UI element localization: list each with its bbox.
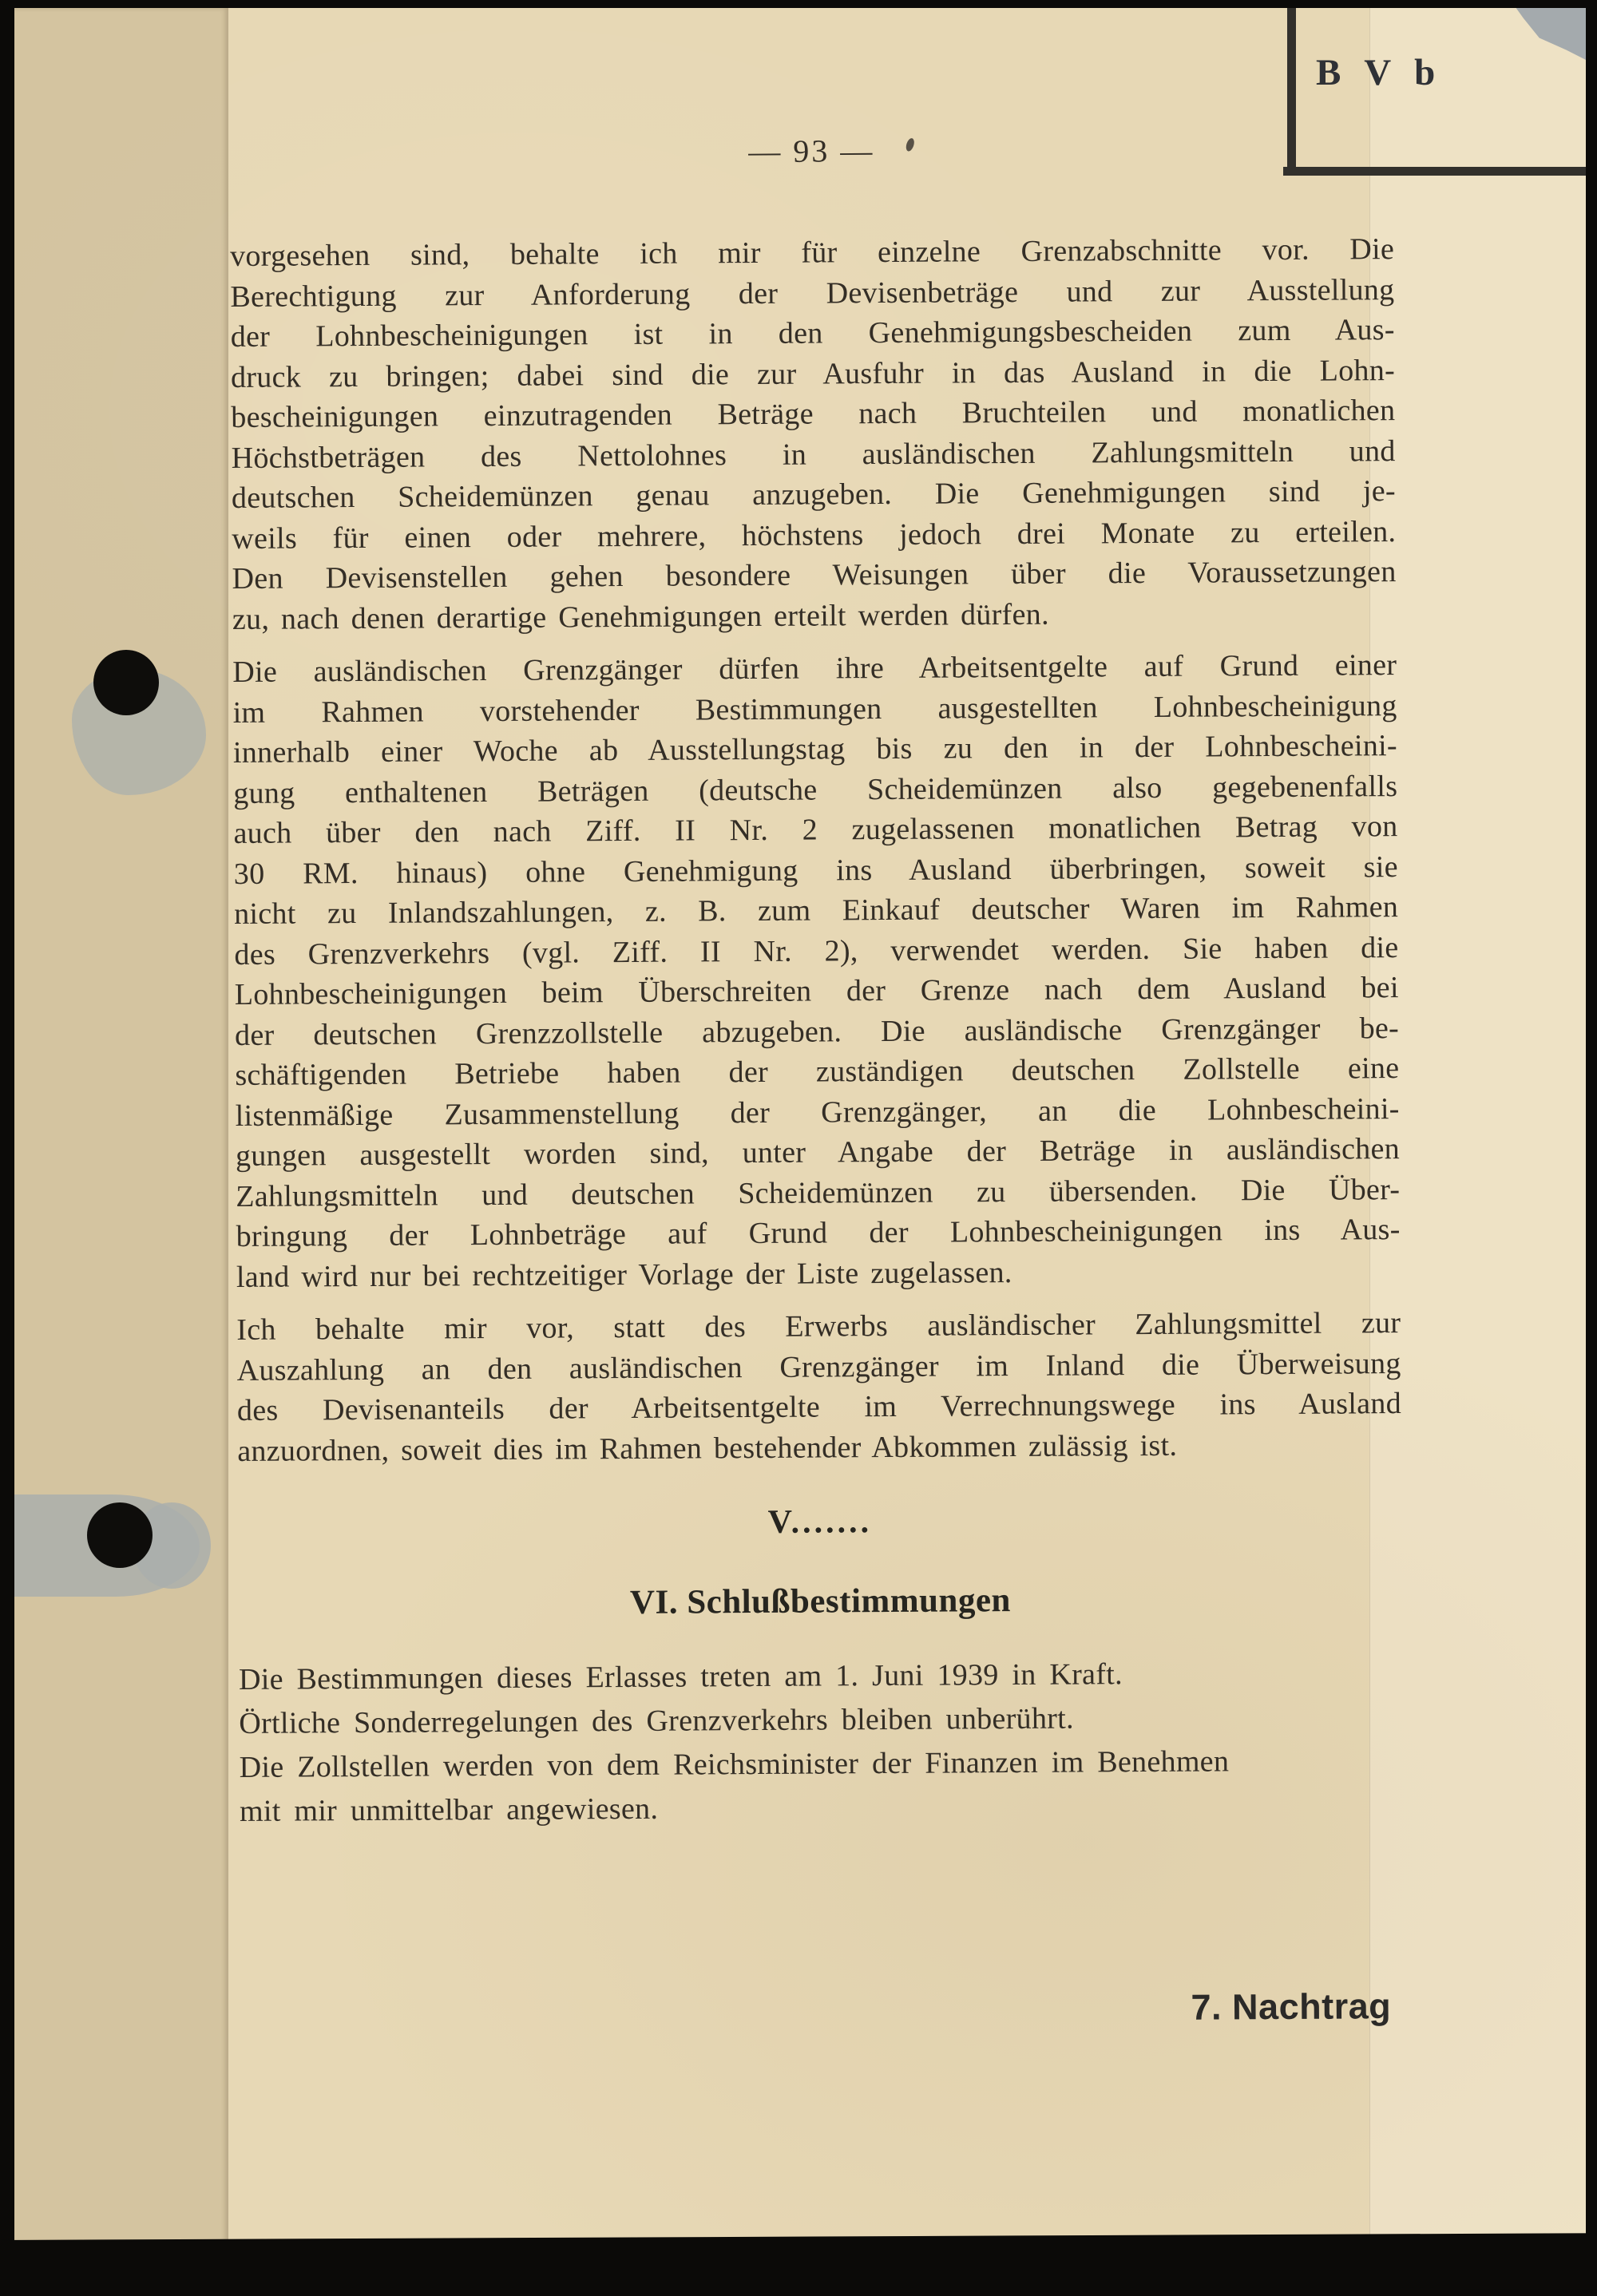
text-line: Höchstbeträgen des Nettolohnes in ausländischen Zahlungsmitteln und xyxy=(231,433,1396,475)
text-line: der deutschen Grenzzollstelle abzugeben. Die ausländische Grenzgänger be- xyxy=(234,1011,1400,1052)
scanned-page xyxy=(14,8,1586,2245)
paragraph-1 xyxy=(230,229,1397,639)
closing-line: Örtliche Sonderregelungen des Grenzverkehrs bleiben unberührt. xyxy=(239,1701,1074,1740)
closing-block xyxy=(239,1651,1404,1834)
paragraph-3 xyxy=(236,1303,1401,1471)
closing-line: Die Bestimmungen dieses Erlasses treten am 1. Juni 1939 in Kraft. xyxy=(238,1657,1123,1696)
paragraph-2 xyxy=(232,645,1401,1297)
text-line: land wird nur bei rechtzeitiger Vorlage der Liste zugelassen. xyxy=(236,1255,1012,1294)
text-line: listenmäßige Zusammenstellung der Grenzgänger, an die Lohnbescheini- xyxy=(235,1091,1400,1133)
text-line: des Devisenanteils der Arbeitsentgelte im Verrechnungswege ins Ausland xyxy=(236,1387,1402,1427)
text-line: vorgesehen sind, behalte ich mir für einzelne Grenzabschnitte vor. Die xyxy=(230,232,1395,273)
body-text xyxy=(230,229,1404,1834)
closing-line: mit mir unmittelbar angewiesen. xyxy=(239,1791,659,1828)
text-line: Auszahlung an den ausländischen Grenzgänger im Inland die Überweisung xyxy=(236,1346,1401,1387)
text-line: Berechtigung zur Anforderung der Devisenbeträge und zur Ausstellung xyxy=(230,272,1395,314)
text-line: gung enthaltenen Beträgen (deutsche Scheidemünzen also gegebenenfalls xyxy=(233,769,1398,810)
text-line: gungen ausgestellt worden sind, unter Angabe der Beträge in ausländischen xyxy=(235,1132,1401,1173)
text-line: der Lohnbescheinigungen ist in den Genehmigungsbescheiden zum Aus- xyxy=(230,313,1395,354)
section-vi-heading: VI. Schlußbestimmungen xyxy=(629,1581,1012,1621)
text-line: weils für einen oder mehrere, höchstens jedoch drei Monate zu erteilen. xyxy=(232,514,1397,556)
section-v-heading: V....... xyxy=(767,1503,873,1541)
text-line: auch über den nach Ziff. II Nr. 2 zugelassenen monatlichen Betrag von xyxy=(233,810,1398,850)
text-line: 30 RM. hinaus) ohne Genehmigung ins Ausland überbringen, soweit sie xyxy=(233,849,1398,891)
text-line: Die ausländischen Grenzgänger dürfen ihre Arbeitsentgelte auf Grund einer xyxy=(232,648,1397,689)
nachtrag-label: 7. Nachtrag xyxy=(1191,1985,1392,2028)
text-line: deutschen Scheidemünzen genau anzugeben. Die Genehmigungen sind je- xyxy=(231,474,1397,515)
text-line: anzuordnen, soweit dies im Rahmen bestehender Abkommen zulässig ist. xyxy=(237,1428,1178,1468)
text-line: bringung der Lohnbeträge auf Grund der Lohnbescheinigungen ins Aus- xyxy=(236,1213,1401,1253)
text-line: bescheinigungen einzutragenden Beträge nach Bruchteilen und monatlichen xyxy=(231,394,1396,434)
text-line: im Rahmen vorstehender Bestimmungen ausgestellten Lohnbescheinigung xyxy=(232,688,1397,730)
text-line: zu, nach denen derartige Genehmigungen erteilt werden dürfen. xyxy=(232,597,1049,636)
text-line: druck zu bringen; dabei sind die zur Ausfuhr in das Ausland in die Lohn- xyxy=(230,353,1396,394)
text-line: des Grenzverkehrs (vgl. Ziff. II Nr. 2), verwendet werden. Sie haben die xyxy=(234,930,1399,972)
text-line: Ich behalte mir vor, statt des Erwerbs ausländischer Zahlungsmittel zur xyxy=(236,1306,1401,1347)
bottom-scan-edge xyxy=(0,2233,1597,2296)
closing-line: Die Zollstellen werden von dem Reichsminister der Finanzen im Benehmen xyxy=(239,1744,1230,1784)
text-line: innerhalb einer Woche ab Ausstellungstag bis zu den in der Lohnbescheini- xyxy=(232,729,1398,770)
classification-stamp: B V b xyxy=(1316,52,1443,93)
text-line: Den Devisenstellen gehen besondere Weisungen über die Voraussetzungen xyxy=(232,555,1397,596)
page-number: — 93 — xyxy=(748,133,875,170)
text-line: Zahlungsmitteln und deutschen Scheidemünzen zu übersenden. Die Über- xyxy=(236,1172,1401,1213)
text-line: Lohnbescheinigungen beim Überschreiten der Grenze nach dem Ausland bei xyxy=(234,971,1399,1011)
text-line: schäftigenden Betriebe haben der zuständigen deutschen Zollstelle eine xyxy=(235,1051,1400,1092)
text-line: nicht zu Inlandszahlungen, z. B. zum Einkauf deutscher Waren im Rahmen xyxy=(234,890,1399,931)
printed-content xyxy=(13,0,1597,2247)
